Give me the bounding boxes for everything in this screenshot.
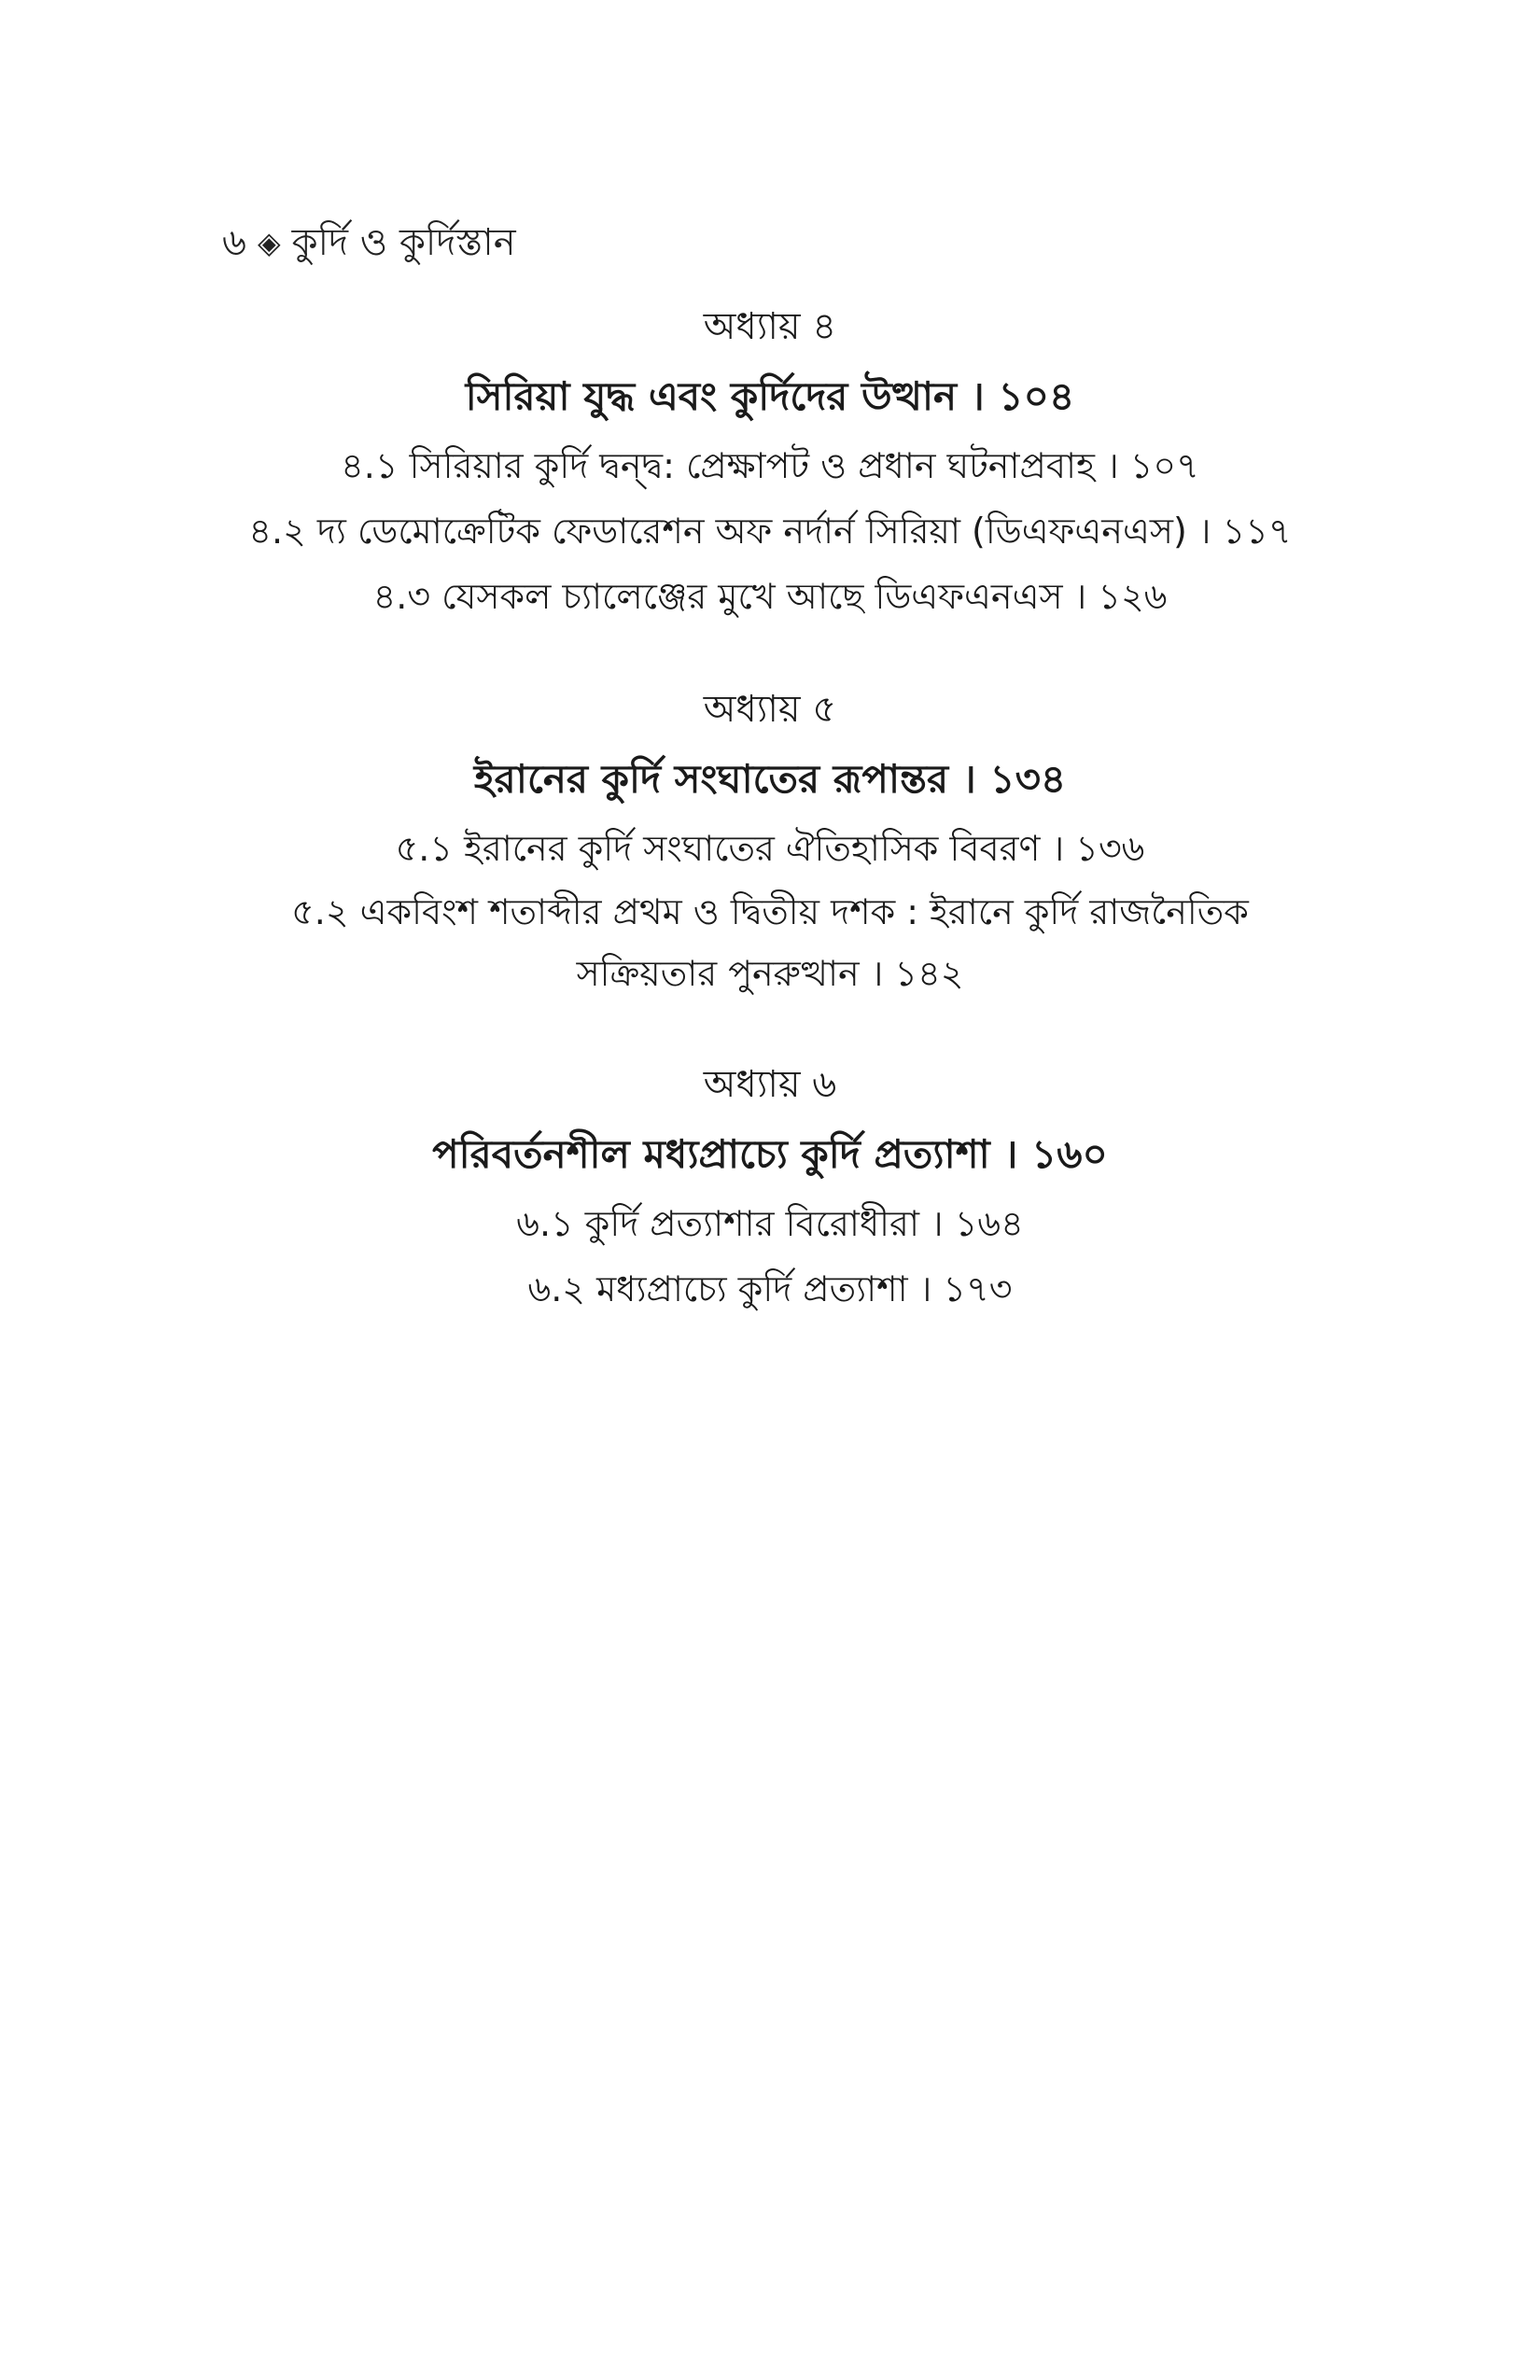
toc-entry[interactable] xyxy=(266,881,1274,1004)
toc-entry[interactable] xyxy=(187,816,1353,881)
chapter-title[interactable] xyxy=(187,1124,1353,1185)
diamond-ornament-icon: ◈ xyxy=(258,225,281,260)
chapter-title-text: পরিবর্তনশীল মধ্যপ্রাচ্যে কুর্দি প্রত্যাশা xyxy=(432,1131,990,1177)
book-title: কুর্দি ও কুর্দিস্তান xyxy=(291,221,516,264)
running-head xyxy=(222,217,516,269)
entry-text: ৪.১ সিরিয়ার কুর্দি দ্বন্দ্ব: প্রেক্ষাপট ও প্রধান ঘটনাপ্রবাহ xyxy=(341,445,1096,486)
chapter-title[interactable] xyxy=(187,749,1353,810)
entry-text: ৪.২ দ্য ডেমোক্রেটিক ফেডারেশন অফ নর্দার্ন সিরিয়া (ডিএফএনএস) xyxy=(248,511,1187,552)
chapter-label: অধ্যায় ৫ xyxy=(703,688,837,731)
chapter-6 xyxy=(187,1057,1353,1322)
page-ref: । ১৪২ xyxy=(860,953,964,994)
entry-text: ৬.২ মধ্যপ্রাচ্যে কুর্দি প্রত্যাশা xyxy=(527,1268,908,1309)
toc-entry[interactable] xyxy=(187,498,1353,564)
page-ref: । ১০৭ xyxy=(1095,445,1199,486)
entry-text: ৪.৩ যেসকল চ্যালেঞ্জের মুখে আছে ডিএফএনএস xyxy=(372,576,1063,617)
page-ref: । ১০৪ xyxy=(957,373,1074,419)
page-ref: । ১৬০ xyxy=(990,1131,1108,1177)
chapter-title-text: সিরিয়া যুদ্ধ এবং কুর্দিদের উত্থান xyxy=(465,373,958,419)
page-ref: । ১২৬ xyxy=(1063,576,1168,617)
page-ref: । ১৭৩ xyxy=(908,1268,1013,1309)
toc-entry[interactable] xyxy=(187,564,1353,629)
toc-entry[interactable] xyxy=(187,433,1353,498)
chapter-5 xyxy=(187,681,1353,1004)
chapter-4 xyxy=(187,299,1353,629)
entry-text: ৫.১ ইরানের কুর্দি সংঘাতের ঐতিহাসিক বিবরণ xyxy=(395,828,1041,869)
entry-text: ৬.১ কুর্দি প্রত্যাশার বিরোধীরা xyxy=(516,1203,919,1244)
chapter-title[interactable] xyxy=(187,366,1353,427)
toc-entry[interactable] xyxy=(187,1256,1353,1322)
table-of-contents xyxy=(187,299,1353,1374)
page-ref: । ১৩৪ xyxy=(948,756,1066,802)
page-number: ৬ xyxy=(222,221,247,264)
chapter-label: অধ্যায় ৬ xyxy=(703,1063,837,1106)
chapter-title-text: ইরানের কুর্দি সংঘাতের রূপান্তর xyxy=(473,756,949,802)
chapter-label: অধ্যায় ৪ xyxy=(703,305,837,348)
page-ref: । ১১৭ xyxy=(1187,511,1292,552)
page-ref: । ১৬৪ xyxy=(919,1203,1024,1244)
page-ref: । ১৩৬ xyxy=(1041,828,1145,869)
entry-text: ৫.২ একবিংশ শতাব্দীর প্রথম ও দ্বিতীয় দশক : ইরানে কুর্দি রাজনৈতিক সক্রিয়তার পুনরুত্থান xyxy=(291,891,1249,994)
toc-entry[interactable] xyxy=(187,1191,1353,1256)
